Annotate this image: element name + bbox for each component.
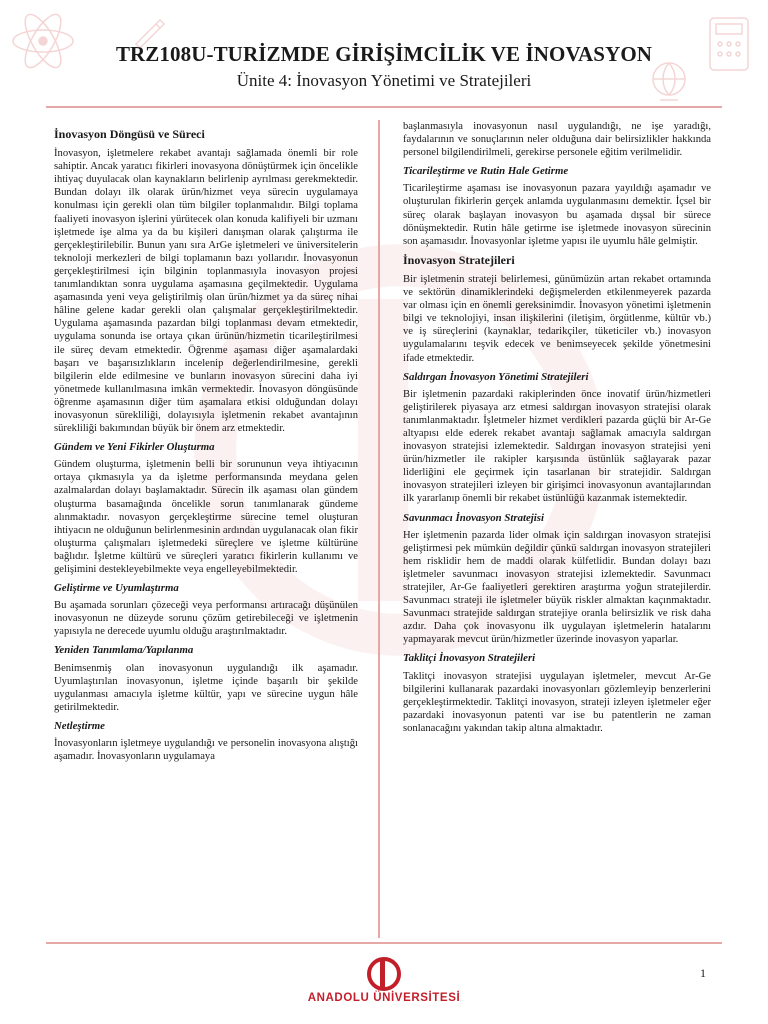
heading-redefine: Yeniden Tanımlama/Yapılanma <box>54 644 194 657</box>
heading-innovation-cycle: İnovasyon Döngüsü ve Süreci <box>54 127 205 141</box>
heading-defensive-strategy: Savunmacı İnovasyon Stratejisi <box>403 511 544 524</box>
heading-offensive-strategies: Saldırgan İnovasyon Yönetimi Stratejileri <box>403 370 589 383</box>
paragraph-defensive-strategy: Her işletmenin pazarda lider olmak için saldırgan inovasyon stratejisi geliştirmesi pek mümkün değildir çünkü saldırgan inovasyon stratejileri hem risklidir hem de maddi olarak külfetlidir. Bundan dolayı bazı işletmeler savunmacı inovasyon stratejisi izlemektedir. Savunmacı stratejiler, Ar-Ge faaliyetleri gerektiren araştırma yoğun stratejilerdir. Savunmacı strateji ile işletmeler büyük riskler almaktan kaçınmaktadır. Savunmacı stratejide saldırgan stratejiye oranla belirsizlik ve risk daha azdır. Daha çok inovasyonu ilk uygulayan işletmelerin hatalarını yapmayarak mevcut ürün/hizmetler üzerinde inovasyon yaparlar. <box>403 529 711 646</box>
paragraph-offensive-strategies: Bir işletmenin pazardaki rakiplerinden önce inovatif ürün/hizmetleri geliştirilerek piyasaya arz etmesi saldırgan inovasyon stratejisi olarak tanımlanmaktadır. İşletmeler hizmet verdikleri pazarda güçlü bir Ar-Ge altyapısı elde ederek rekabet avantajı sağlamak amacıyla saldırgan inovasyon stratejisi izlemektedir. Saldırgan inovasyon stratejisi yeni ürün/hizmetler ile rakipler karşısında üstünlük sağlayarak pazar liderliğini ele geçirmek için tasarlanan bir stratejidir. Saldırgan inovasyon stratejileri izleyen bir girişimci inovasyonun avantajlarından ilk yararlanıp önemli bir rekabet üstünlüğü kazanmak istemektedir. <box>403 388 711 505</box>
page-number: 1 <box>700 966 706 980</box>
left-column <box>54 124 358 769</box>
university-logo-icon <box>364 956 404 992</box>
right-column <box>403 120 711 741</box>
paragraph-innovation-strategies: Bir işletmenin strateji belirlemesi, günümüzün artan rekabet ortamında ve sektörün dinamiklerindeki değişmelerden etkilenmeyerek pazarda var olması için en önemli gereksinimdir. İnovasyon yönetimi işletmenin bilgi ve teknolojiyi, insan ilişkilerini (iletişim, örgütlenme, kültür vb.) ve iş süreçlerini (kaynaklar, tedarikçiler, tüketiciler vb.) inovasyon uygulamalarını teşvik edecek ve benimseyecek şekilde yönetmesini ifade etmektedir. <box>403 273 711 364</box>
paragraph-imitative-strategies: Taklitçi inovasyon stratejisi uygulayan işletmeler, mevcut Ar-Ge bilgilerini kullanarak pazardaki inovasyonları gözlemleyip benzerlerini gerçekleştirmektedir. Taklitçi inovasyon, strateji izleyen işletmeler eğer pazardaki inovasyonun patenti var ise bu patentlerin ne zaman sonlanacağını yakından takip altına almaktadır. <box>403 670 711 734</box>
heading-imitative-strategies: Taklitçi İnovasyon Stratejileri <box>403 652 536 665</box>
page-header <box>0 42 768 91</box>
university-name: ANADOLU ÜNİVERSİTESİ <box>307 992 461 1004</box>
paragraph-agenda: Gündem oluşturma, işletmenin belli bir sorununun veya ihtiyacının ortaya çıkmasıyla ya da işletme performansında meydana gelen azalmalardan dolayı başlamaktadır. Sürecin ilk aşaması olan gündem oluşturma basamağında öncelikle sorun tanımlanarak gündeme alınmaktadır. novasyon gerçekleştirme sürecine temel oluşturan ihtiyacın ne olduğunun belirlenmesinin ardından uygulanacak olan fikir oluşturma çalışmaları işletmedeki süreçlere ve işletme kültürüne bağlıdır. İşletme kültürü ve süreçleri yaratıcı fikirlerin kullanımı ve gelişimini destekleyebilmekte veya engelleyebilmektedir. <box>54 459 358 575</box>
heading-develop: Geliştirme ve Uyumlaştırma <box>54 582 179 595</box>
document-title: TRZ108U-TURİZMDE GİRİŞİMCİLİK VE İNOVASYON <box>115 42 653 66</box>
paragraph-innovation-cycle: İnovasyon, işletmelere rekabet avantajı sağlamada önemli bir role sahiptir. Ancak yaratıcı fikirleri inovasyona dönüştürmek için öncelikle ihtiyaç duyulacak olan kaynakların belirlenip ayrılması gerekmektedir. Bundan dolayı ilk olarak ürün/hizmet veya sürecin uygulamaya konulması için gerekli olan tüm bilgiler toplanmalıdır. Bilgi toplama faaliyeti inovasyon işlerini yürütecek olan konuda kalifiyeli bir uzmanı işletmede işe alma ya da bu kişileri danışman olarak çalıştırma ile gerçekleştirilebilir. Bunun yanı sıra ArGe işletmeleri ve üniversitelerin teknoloji merkezleri de bilgi toplamanın bazı yollarıdır. İnovasyonun gerçekleştirilmesi için bilginin toplanmasıyla inovasyon projesi tanımlandıktan sonra uygulama aşamasına geçilmektedir. Uygulama aşamasında yeni veya geliştirilmiş olan ürün/hizmet ya da süreç nihai hâline gelene kadar gerekli olan çalışmalar gerçekleştirilmektedir. Uygulama aşamasında pazardan bilgi toplanması devam etmektedir, uygulama sonunda ise ortaya çıkan ürünün/hizmetin ticarileştirilmesi ile süreç devam etmektedir. Öğrenme aşaması diğer aşamalardaki başarı ve başarısızlıkların incelenip değerlendirilmesine, gerekli bilgilerin elde edilmesine ve bunların inovasyon sürecini daha iyi yönetmede kullanılmasına imkân vermektedir. İnovasyon döngüsünde öğrenme aşamasının diğer tüm aşamalara etkisi olduğundan dolayı inovasyonun sürekliliği, dolayısıyla işletmenin rekabet avantajının sürekliliği bakımından büyük bir önem arz etmektedir. <box>54 148 358 435</box>
paragraph-redefine: Benimsenmiş olan inovasyonun uygulandığı ilk aşamadır. Uyumlaştırılan inovasyonun, işletme içinde başarılı bir şekilde uygulanması amacıyla işletme kültür, yapı ve sürecine uygun hâle getirilmektedir. <box>54 662 358 713</box>
heading-innovation-strategies: İnovasyon Stratejileri <box>403 252 515 267</box>
paragraph-continued: başlanmasıyla inovasyonun nasıl uygulandığı, ne işe yaradığı, faydalarının ve sonuçlarının neler olduğuna dair belirsizlikler hakkında personel bilgilendirilmeli, gerekirse personele eğitim verilmelidir. <box>403 121 711 159</box>
paragraph-develop: Bu aşamada sorunları çözeceği veya performansı artıracağı düşünülen inovasyonun ne düzeyde sorunu çözüm getirebileceği ve işletmenin yapısıyla ne derecede uyumlu olduğu araştırılmaktadır. <box>54 600 358 638</box>
paragraph-clarify: İnovasyonların işletmeye uygulandığı ve personelin inovasyona alıştığı aşamadır. İnovasyonların uygulamaya <box>54 738 358 763</box>
column-divider <box>378 120 380 938</box>
heading-clarify: Netleştirme <box>54 719 105 732</box>
paragraph-commercialization: Ticarileştirme aşaması ise inovasyonun pazara yayıldığı aşamadır ve oluşturulan fikirlerin gerçek anlamda uygulanmasını demektir. İçsel bir süreç olarak başlayan inovasyon bu aşamada dışsal bir sürece dönüşmektedir. Rutin hâle getirme ise işletmede inovasyon sürecinin son aşamasıdır. İnovasyonlar işletme yapısı ile uyumlu hâle gelmiştir. <box>403 183 711 247</box>
unit-subtitle: Ünite 4: İnovasyon Yönetimi ve Stratejileri <box>236 71 532 90</box>
heading-commercialization: Ticarileştirme ve Rutin Hale Getirme <box>403 165 569 178</box>
bottom-divider <box>46 942 722 944</box>
heading-agenda: Gündem ve Yeni Fikirler Oluşturma <box>54 441 215 454</box>
top-divider <box>46 106 722 108</box>
